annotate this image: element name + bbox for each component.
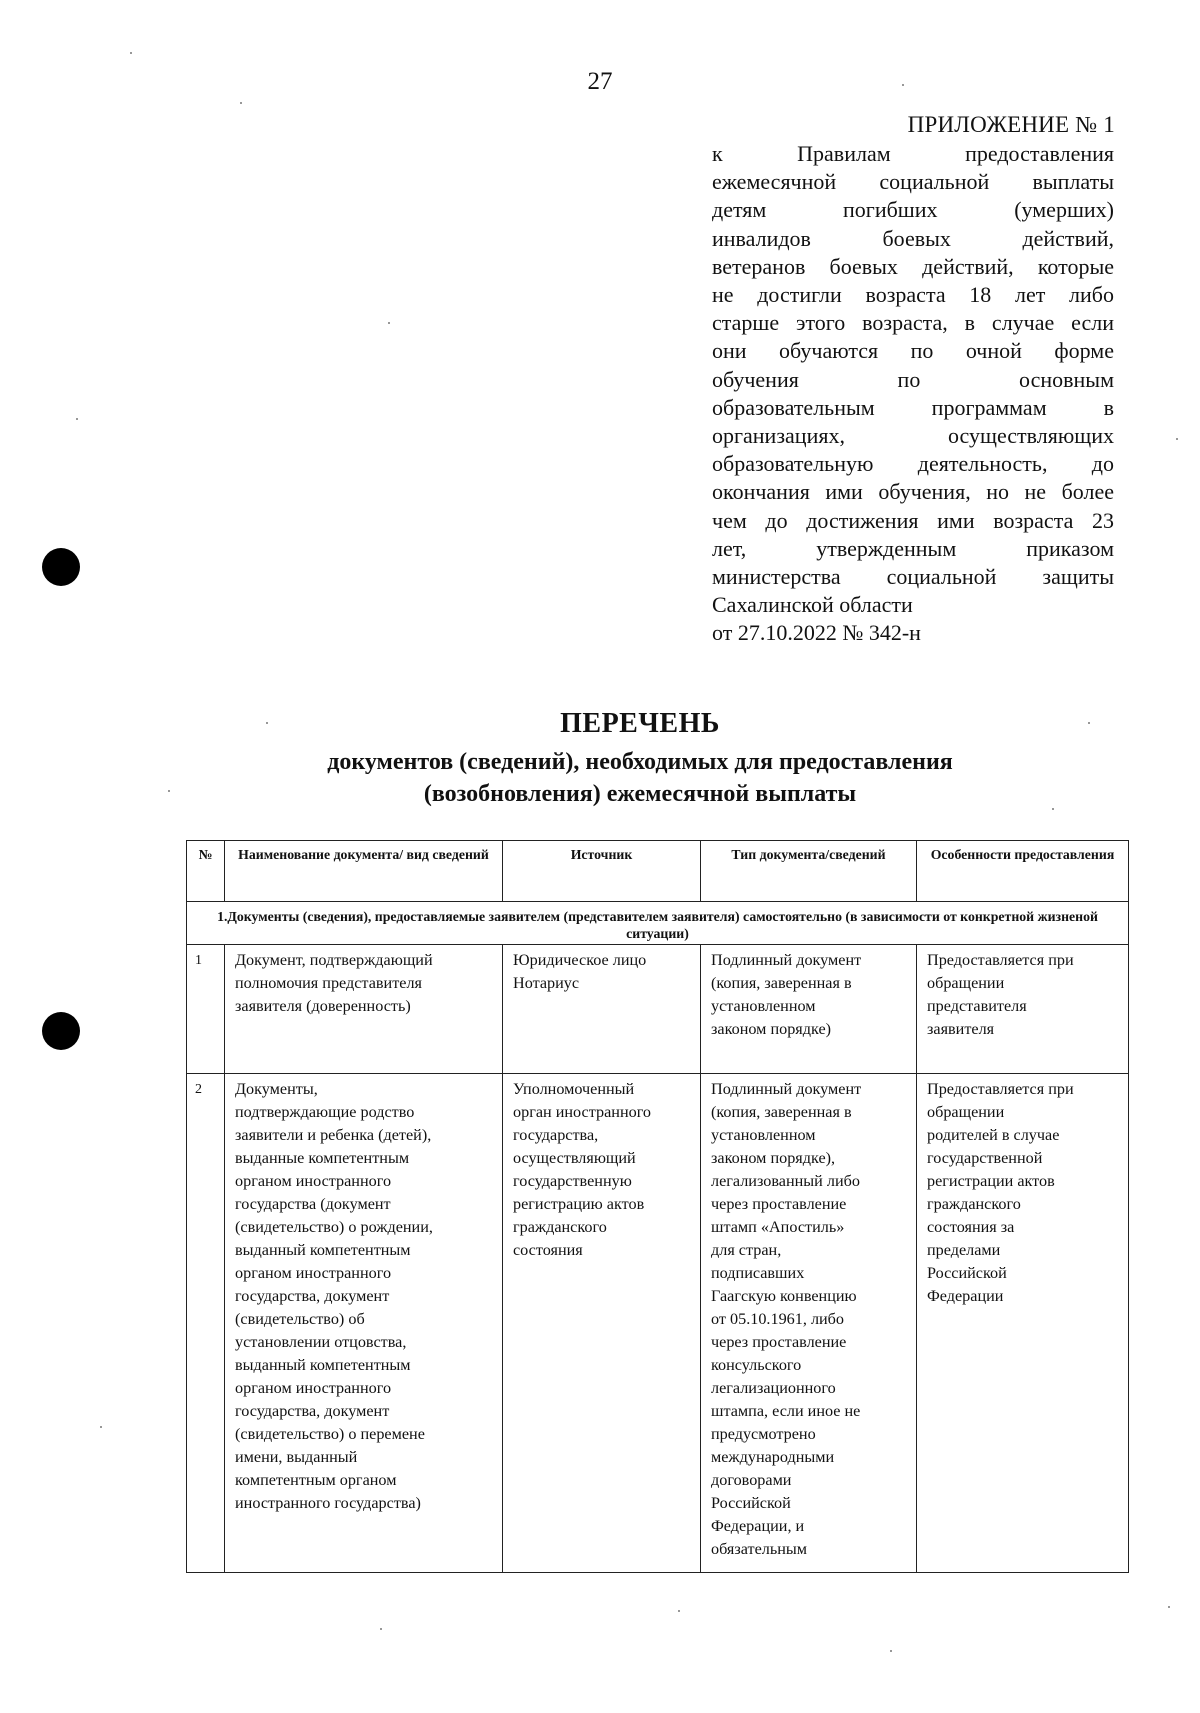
section-row — [187, 902, 1129, 945]
row-type-text: Подлинный документ (копия, заверенная в установленном законом порядке) — [711, 951, 862, 1038]
section-title: 1.Документы (сведения), предоставляемые заявителем (представителем заявителя) самостоятельно (в зависимости от конкретной жизненой ситуации) — [187, 902, 1129, 945]
header-features: Особенности предоставления — [917, 841, 1129, 902]
appendix-line: организациях, осуществляющих — [712, 423, 1114, 449]
scan-speck — [1168, 1606, 1170, 1608]
appendix-text — [712, 140, 1114, 648]
table-header-row — [187, 841, 1129, 902]
scan-speck — [76, 418, 78, 420]
row-num: 2 — [187, 1074, 225, 1573]
appendix-line: старше этого возраста, в случае если — [712, 310, 1114, 336]
scan-speck — [1176, 438, 1178, 440]
appendix-line: к Правилам предоставления — [712, 141, 1114, 166]
appendix-line: министерства социальной защиты — [712, 564, 1114, 590]
row-features — [917, 945, 1129, 1074]
row-name-text: Документ, подтверждающий полномочия представителя заявителя (доверенность) — [235, 951, 433, 1015]
appendix-line: детям погибших (умерших) — [712, 197, 1114, 223]
row-name — [225, 945, 503, 1074]
row-type — [701, 945, 917, 1074]
scan-speck — [380, 1628, 382, 1630]
row-name-text: Документы, подтверждающие родство заявители и ребенка (детей), выданные компетентным органом иностранного государства (документ (свидетельство) о рождении, выданный компетентным органом иностранного государства, документ (свидетельство) об установлении отцовства, выданный компетентным органом иностранного государства, документ (свидетельство) о перемене имени, выданный компетентным органом иностранного государства) — [235, 1080, 433, 1512]
row-features-text: Предоставляется при обращении родителей в случае государственной регистрации актов гражданского состояния за пределами Российской Федерации — [927, 1080, 1074, 1305]
appendix-line: ветеранов боевых действий, которые — [712, 253, 1114, 279]
header-type: Тип документа/сведений — [701, 841, 917, 902]
appendix-line: лет, утвержденным приказом — [712, 535, 1114, 561]
appendix-line: инвалидов боевых действий, — [712, 225, 1114, 251]
row-name — [225, 1074, 503, 1573]
page-number: 27 — [587, 68, 613, 95]
appendix-line: образовательную деятельность, до — [712, 451, 1114, 477]
scan-speck — [1088, 722, 1090, 724]
scan-speck — [266, 722, 268, 724]
documents-table — [186, 840, 1129, 1573]
scan-speck — [240, 102, 242, 104]
title-subtitle-line1: документов (сведений), необходимых для предоставления — [327, 749, 953, 775]
scan-speck — [902, 84, 904, 86]
appendix-line: образовательным программам в — [712, 394, 1114, 420]
row-source — [503, 1074, 701, 1573]
row-num: 1 — [187, 945, 225, 1074]
row-features — [917, 1074, 1129, 1573]
scan-speck — [678, 1610, 680, 1612]
appendix-line: они обучаются по очной форме — [712, 338, 1114, 364]
header-name: Наименование документа/ вид сведений — [225, 841, 503, 902]
punch-hole — [42, 1012, 80, 1050]
appendix-title: ПРИЛОЖЕНИЕ № 1 — [907, 112, 1115, 137]
document-title — [0, 708, 1200, 810]
scan-speck — [388, 322, 390, 324]
appendix-line: не достигли возраста 18 лет либо — [712, 282, 1114, 308]
scan-speck — [890, 1650, 892, 1652]
header-source: Источник — [503, 841, 701, 902]
row-source-text: Юридическое лицо Нотариус — [513, 951, 647, 992]
scan-speck — [168, 790, 170, 792]
appendix-line: от 27.10.2022 № 342-н — [712, 620, 921, 646]
scan-speck — [130, 52, 132, 54]
row-source — [503, 945, 701, 1074]
row-features-text: Предоставляется при обращении представителя заявителя — [927, 951, 1074, 1038]
table-row — [187, 1074, 1129, 1573]
row-type-text: Подлинный документ (копия, заверенная в установленном законом порядке), легализованный либо через проставление штамп «Апостиль» для стран, подписавших Гаагскую конвенцию от 05.10.1961, либо через проставление консульского легализационного штампа, если иное не предусмотрено международными договорами Российской Федерации, и обязательным — [711, 1080, 862, 1558]
appendix-line: окончания ими обучения, но не более — [712, 479, 1114, 505]
appendix-line: ежемесячной социальной выплаты — [712, 169, 1114, 195]
punch-hole — [42, 548, 80, 586]
header-num: № — [187, 841, 225, 902]
row-type — [701, 1074, 917, 1573]
table-row — [187, 945, 1129, 1074]
appendix-line: Сахалинской области — [712, 592, 913, 618]
title-main: ПЕРЕЧЕНЬ — [560, 708, 720, 739]
appendix-line: обучения по основным — [712, 366, 1114, 392]
scan-speck — [100, 1426, 102, 1428]
title-subtitle-line2: (возобновления) ежемесячной выплаты — [423, 781, 857, 807]
scan-speck — [1052, 808, 1054, 810]
appendix-line: чем до достижения ими возраста 23 — [712, 507, 1114, 533]
row-source-text: Уполномоченный орган иностранного государства, осуществляющий государственную регистрацию актов гражданского состояния — [513, 1080, 652, 1259]
